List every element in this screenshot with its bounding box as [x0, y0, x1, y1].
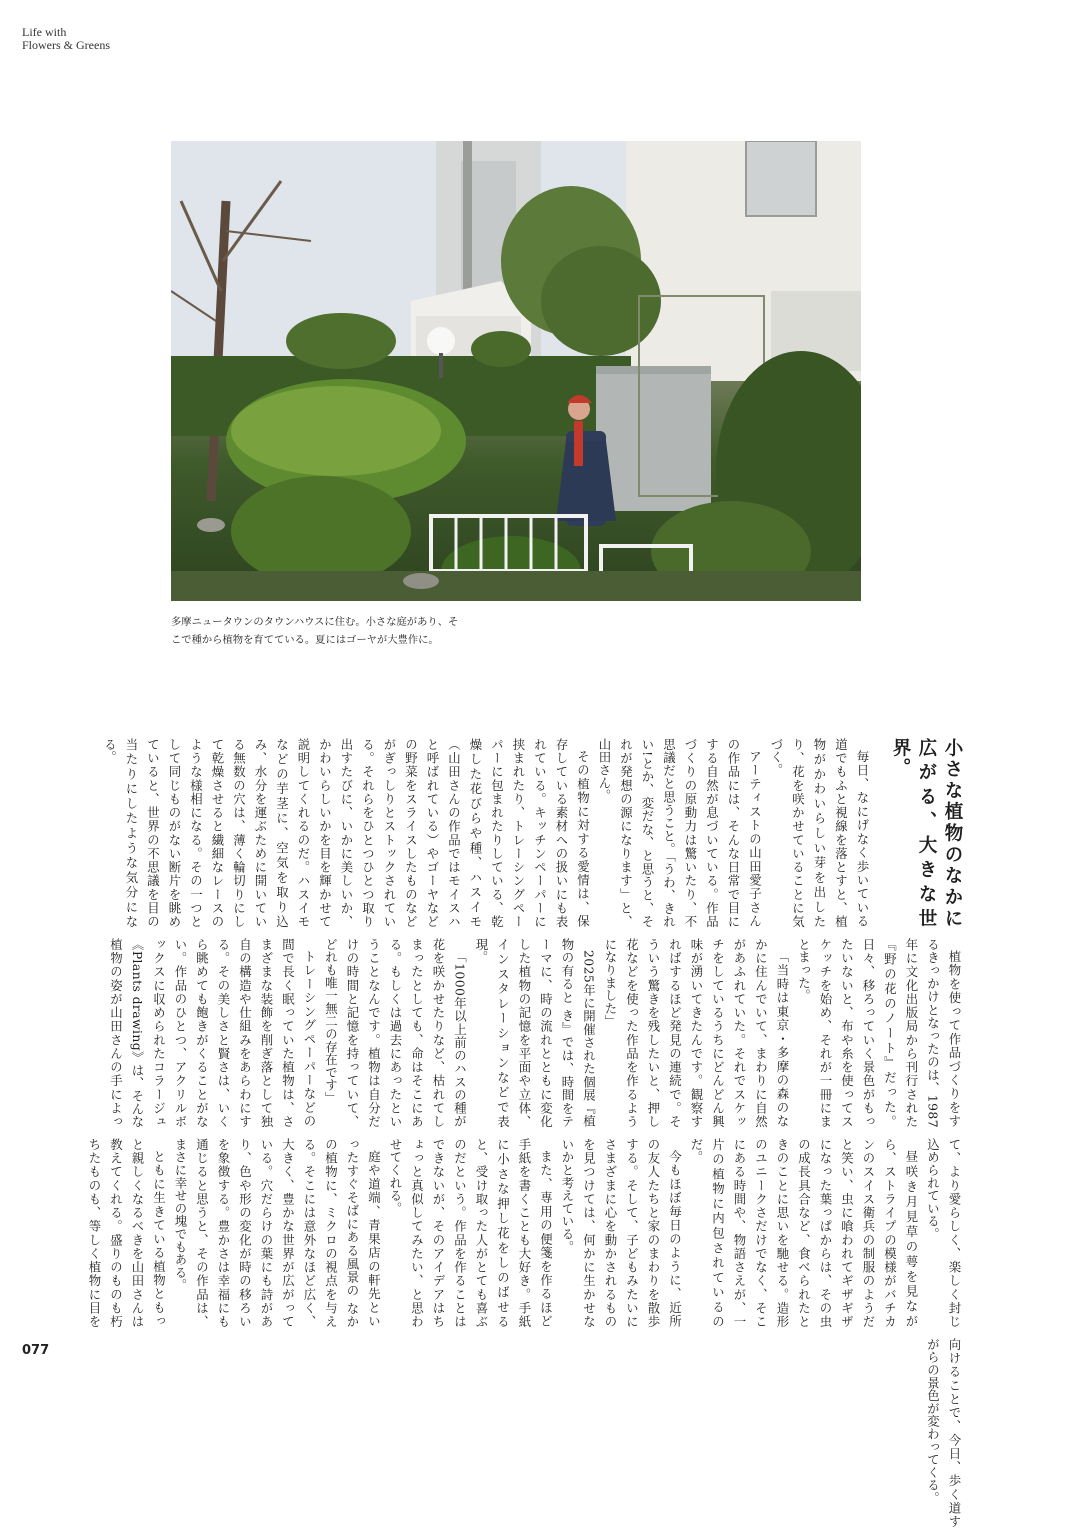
header-line-2: Flowers & Greens	[22, 38, 110, 52]
caption-line-2: こで種から植物を育てている。夏にはゴーヤが大豊作に。	[171, 634, 439, 646]
article-paragraph: また、専用の便箋を作るほど手紙を書くことも大好き。手紙に小さな押し花をしのばせると、受け取った人がとても喜ぶのだという。作品を作ることはできないが、そのアイデアはちょっと真似してみたい、と思わせてくれる。	[388, 1138, 554, 1328]
article-paragraph: 「当時は東京・多摩の森のなかに住んでいて、まわりに自然があふれていた。それでスケッチをしているうちにどんどん興味が湧いてきたんです。観察すればするほど発見の連続で。そういう驚きを残したいと、押し花などを使った作品を作るようになりました」	[603, 938, 790, 1128]
caption-line-1: 多摩ニュータウンのタウンハウスに住む。小さな庭があり、そ	[171, 616, 459, 628]
article-heading: 小さな植物のなかに広がる、大きな世界。	[890, 738, 963, 928]
article-paragraph: 植物を使って作品づくりをするきっかけとなったのは、1987年に文化出版局から刊行された『野の花のノート』だった。日々、移ろっていく景色がもったいないと、布や糸を使ってスケッチを始め、それが一冊にまとまった。	[796, 938, 962, 1128]
article-paragraph: その植物に対する愛情は、保存している素材への扱いにも表れている。キッチンペーパーに挟まれたり、トレーシングペーパーに包まれたりしている、乾燥した花びらや種、ハスイモ（山田さんの作品ではモイスハと呼ばれている）やゴーヤなどの野菜をスライスしたものなどがぎっしりとストックされている。それらをひとつひとつ取り出すたびに、いかに美しいか、かわいらしいかを目を輝かせて説明してくれるのだ。ハスイモなどの芋茎に、空気を取り込み、水分を運ぶために開いている無数の穴は、薄く輪切りにして乾燥させると繊細なレースのような様相になる。その一つとして同じものがない断片を眺めていると、世界の不思議を目の当たりにしたような気分になる。	[102, 738, 591, 928]
article-paragraph: 今もほぼ毎日のように、近所の友人たちと家のまわりを散歩する。そして、子どもみたいにさまざまに心を動かされるものを見つけては、何かに生かせないかと考えている。	[560, 1138, 683, 1328]
article-paragraph: ともに生きている植物ともっと親しくなるべきを山田さんは教えてくれる。盛りのものも朽ちたものも、等しく植物に目を向けることで、今日、歩く道すがらの景色が変わってくる。	[87, 1138, 962, 1528]
running-header	[22, 26, 110, 52]
page-number: 077	[22, 1343, 50, 1358]
photo-caption	[171, 613, 491, 649]
article-paragraph: 昼咲き月見草の萼を見ながら、ストライプの模様がバチカンのスイス衛兵の制服のようだと笑い、虫に喰われてギザギザになった葉っぱからは、その虫の成長具合など、食べられたときのことに思いを馳せる。造形のユニークさだけでなく、そこにある時間や、物語さえが、一片の植物に内包されているのだ。	[689, 1138, 919, 1328]
garden-photo	[171, 141, 861, 601]
article-paragraph: 2025年に開催された個展『植物の有ると き』では、時間をテーマに、時の流れとともに変化した植物の記憶を平面や立体、インスタレーションなどで表現。	[474, 938, 597, 1128]
article-body	[68, 738, 965, 1528]
garden-photo-illustration	[171, 141, 861, 601]
article-paragraph: 毎日、なにげなく歩いている道でもふと視線を落とすと、植物がかわいらしい芽を出したり、花を咲かせていることに気づく。	[769, 738, 870, 928]
article-paragraph: 庭や道端、青果店の軒先といったすぐそばにある風景の なかの植物に、ミクロの視点を与える。そこには意外なほど広く、大きく、豊かな世界が広がっている。穴だらけの葉にも詩があり、色や形の変化が時の移ろいを象徴する。豊かさは幸福にも通じると思うと、その作品は、まさに幸せの塊でもある。	[173, 1138, 382, 1328]
article-paragraph: アーティストの山田愛子さんの作品には、そんな日常で目にする自然が息づいている。作品づくりの原動力は驚いたり、不思議だと思うこと。「うわ、きれい!とか、変だな、と思うと、それが発想の源になります」と、山田さん。	[597, 738, 763, 928]
header-line-1: Life with	[22, 25, 67, 39]
article-paragraph: 「1000年以上前のハスの種が花を咲かせたりなど、枯れてしまったとしても、命はそこにある。もしくは過去にあったということなんです。植物は自分だけの時間と記憶を持っていて、どれも唯一無二の存在です」	[323, 938, 468, 1128]
article-paragraph: トレーシングペーパーなどの間で長く眠っていた植物は、さまざまな装飾を削ぎ落として独自の構造や仕組みをあらわにする。その美しさと賢さは、いくら眺めても飽きがくることがない。作品のひとつ、アクリルボックスに収められたコラージュ《Plants drawing》は、そんな植物の姿が山田さんの手によって、より愛らしく、楽しく封じ込められている。	[108, 938, 962, 1328]
